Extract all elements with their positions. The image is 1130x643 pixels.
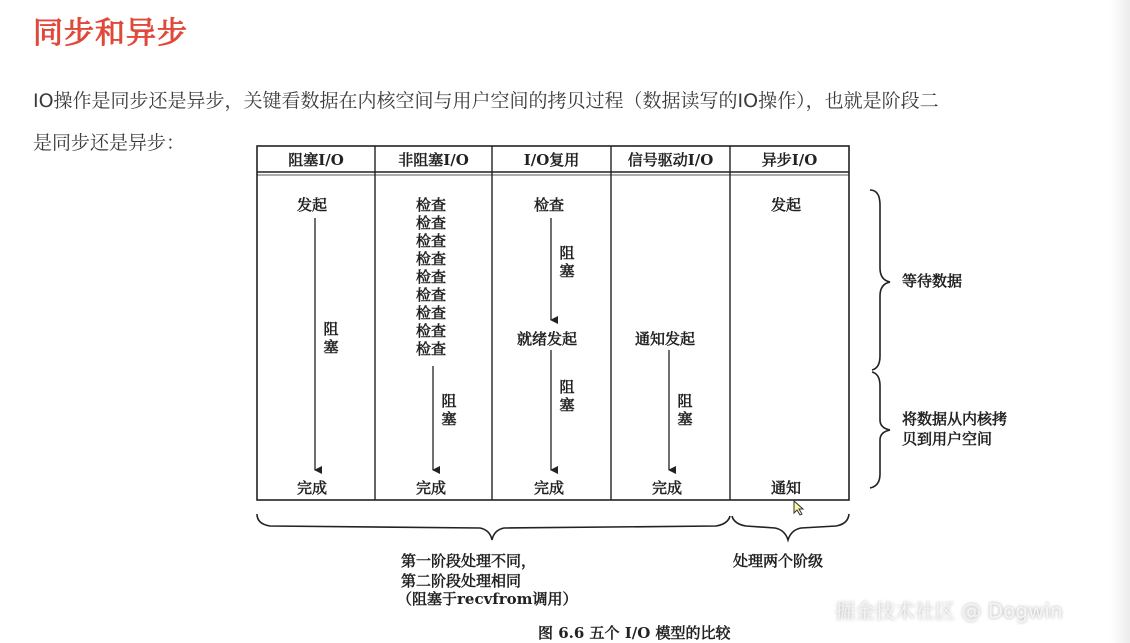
multiplex-ready: 就绪发起 <box>517 330 578 348</box>
multiplex-complete: 完成 <box>534 479 565 497</box>
bottom-label-left-1: 第一阶段处理不同， <box>401 552 537 570</box>
signal-block-label: 阻塞 <box>677 392 693 428</box>
signal-notify-start: 通知发起 <box>635 330 696 348</box>
nonblocking-check-4: 检查 <box>416 250 447 268</box>
watermark: 掘金技术社区 @ Dogwin <box>835 599 1063 623</box>
paragraph-line-1: IO操作是同步还是异步，关键看数据在内核空间与用户空间的拷贝过程（数据读写的IO操作），也就是阶段二 <box>33 90 939 112</box>
mouse-cursor-icon <box>793 500 805 516</box>
header-async-io: 异步I/O <box>761 151 818 169</box>
multiplex-block-label-2: 阻塞 <box>559 378 575 414</box>
nonblocking-check-8: 检查 <box>416 322 447 340</box>
bottom-label-left-3: （阻塞于recvfrom调用） <box>397 590 578 608</box>
async-notify: 通知 <box>771 479 802 497</box>
nonblocking-check-9: 检查 <box>416 340 447 358</box>
figure-caption: 图 6.6 五个 I/O 模型的比较 <box>538 624 731 642</box>
brace-bottom-right <box>732 514 849 540</box>
nonblocking-check-6: 检查 <box>416 286 447 304</box>
multiplex-check: 检查 <box>534 196 565 214</box>
nonblocking-check-3: 检查 <box>416 232 447 250</box>
header-nonblocking-io: 非阻塞I/O <box>398 151 469 169</box>
brace-wait <box>870 190 890 370</box>
nonblocking-complete: 完成 <box>416 479 447 497</box>
bottom-label-left-2: 第二阶段处理相同 <box>401 572 522 590</box>
paragraph-line-2: 是同步还是异步： <box>33 132 186 154</box>
side-label-wait: 等待数据 <box>902 272 963 290</box>
async-start: 发起 <box>771 196 802 214</box>
header-blocking-io: 阻塞I/O <box>288 151 344 169</box>
signal-complete: 完成 <box>652 479 683 497</box>
side-label-copy-1: 将数据从内核拷 <box>902 410 1008 428</box>
header-io-multiplexing: I/O复用 <box>523 151 580 169</box>
brace-bottom-left <box>257 514 730 540</box>
blocking-start: 发起 <box>297 196 328 214</box>
side-label-copy-2: 贝到用户空间 <box>902 430 993 448</box>
nonblocking-check-2: 检查 <box>416 214 447 232</box>
nonblocking-check-1: 检查 <box>416 196 447 214</box>
brace-copy <box>870 372 890 488</box>
nonblocking-check-5: 检查 <box>416 268 447 286</box>
nonblocking-block-label: 阻塞 <box>441 392 457 428</box>
blocking-block-label: 阻塞 <box>323 320 339 356</box>
page-title: 同步和异步 <box>33 16 188 51</box>
header-signal-driven-io: 信号驱动I/O <box>627 151 714 169</box>
blocking-complete: 完成 <box>297 479 328 497</box>
multiplex-block-label-1: 阻塞 <box>559 244 575 280</box>
nonblocking-check-7: 检查 <box>416 304 447 322</box>
bottom-label-right: 处理两个阶级 <box>733 552 824 570</box>
